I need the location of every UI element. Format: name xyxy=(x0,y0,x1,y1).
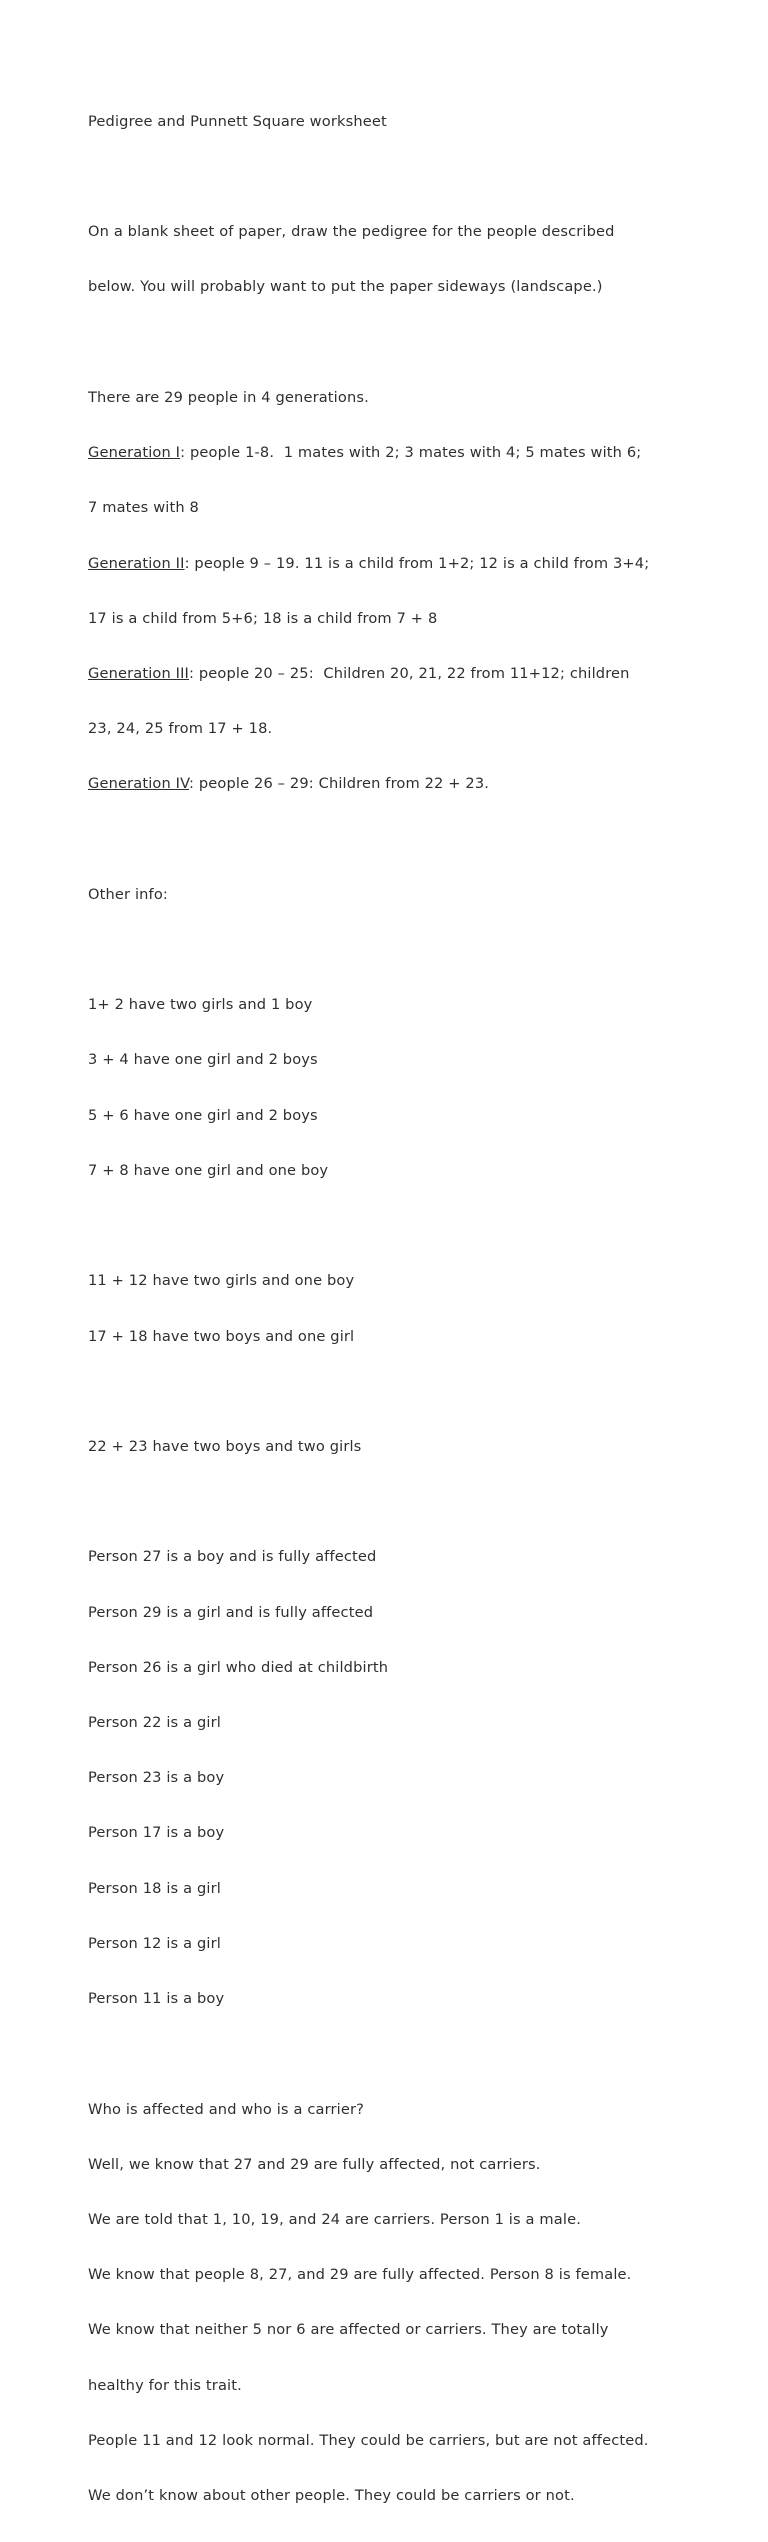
generation-3-text: : people 20 – 25: Children 20, 21, 22 from 11+12; children xyxy=(189,664,630,682)
carrier-analysis-line: We know that people 8, 27, and 29 are fully affected. Person 8 is female. xyxy=(88,2266,632,2284)
list-item: Person 27 is a boy and is fully affected xyxy=(88,1548,377,1566)
list-item: 22 + 23 have two boys and two girls xyxy=(88,1437,362,1455)
generation-3-continuation: 23, 24, 25 from 17 + 18. xyxy=(88,720,273,738)
list-item: Person 18 is a girl xyxy=(88,1879,221,1897)
worksheet-heading xyxy=(88,76,688,168)
carrier-analysis-line: We don’t know about other people. They could be carriers or not. xyxy=(88,2487,575,2505)
generations-count-line: There are 29 people in 4 generations. xyxy=(88,388,369,406)
generation-3-label: Generation III xyxy=(88,664,190,682)
generation-1-offspring-list xyxy=(88,959,688,1217)
list-item: Person 17 is a boy xyxy=(88,1824,225,1842)
list-item: Person 26 is a girl who died at childbirth xyxy=(88,1658,389,1676)
generation-3-line xyxy=(88,665,688,683)
generation-2-line xyxy=(88,555,688,573)
carrier-analysis-line: We are told that 1, 10, 19, and 24 are carriers. Person 1 is a male. xyxy=(88,2211,581,2228)
generation-2-continuation: 17 is a child from 5+6; 18 is a child from 7 + 8 xyxy=(88,609,438,627)
generation-2-offspring-list xyxy=(88,1236,688,1383)
generation-2-label: Generation II xyxy=(88,554,185,572)
carrier-question-line: Who is affected and who is a carrier? xyxy=(88,2100,364,2118)
list-item: Person 22 is a girl xyxy=(88,1714,221,1732)
carrier-analysis-line: Well, we know that 27 and 29 are fully affected, not carriers. xyxy=(88,2155,541,2173)
list-item: Person 12 is a girl xyxy=(88,1934,221,1952)
generations-paragraph xyxy=(88,352,688,831)
generation-1-text: : people 1-8. 1 mates with 2; 3 mates with 4; 5 mates with 6; xyxy=(180,444,642,462)
list-item: 11 + 12 have two girls and one boy xyxy=(88,1272,355,1290)
carrier-analysis-line: healthy for this trait. xyxy=(88,2376,242,2394)
instructions-paragraph xyxy=(88,186,688,333)
list-item: Person 23 is a boy xyxy=(88,1769,225,1787)
document-body xyxy=(88,76,688,2542)
list-item: Person 29 is a girl and is fully affected xyxy=(88,1603,374,1621)
list-item: 5 + 6 have one girl and 2 boys xyxy=(88,1106,318,1124)
list-item: Person 11 is a boy xyxy=(88,1990,225,2008)
list-item: 17 + 18 have two boys and one girl xyxy=(88,1327,355,1345)
other-info-heading-text: Other info: xyxy=(88,885,168,903)
instructions-line-1: On a blank sheet of paper, draw the pedigree for the people described xyxy=(88,223,615,241)
generation-1-continuation: 7 mates with 8 xyxy=(88,499,199,517)
generation-1-line xyxy=(88,444,688,462)
list-item: 1+ 2 have two girls and 1 boy xyxy=(88,996,313,1014)
carrier-analysis-paragraph xyxy=(88,2064,688,2542)
generation-4-label: Generation IV xyxy=(88,775,190,793)
list-item: 7 + 8 have one girl and one boy xyxy=(88,1161,329,1179)
generation-4-line xyxy=(88,775,688,793)
generation-2-text: : people 9 – 19. 11 is a child from 1+2; 12 is a child from 3+4; xyxy=(184,554,650,572)
carrier-analysis-line: We know that neither 5 nor 6 are affected or carriers. They are totally xyxy=(88,2321,609,2339)
generation-4-text: : people 26 – 29: Children from 22 + 23. xyxy=(189,775,490,793)
list-item: 3 + 4 have one girl and 2 boys xyxy=(88,1051,318,1069)
generation-3-offspring-list xyxy=(88,1401,688,1493)
instructions-line-2: below. You will probably want to put the paper sideways (landscape.) xyxy=(88,278,603,296)
person-facts-list xyxy=(88,1512,688,2046)
carrier-analysis-line: People 11 and 12 look normal. They could be carriers, but are not affected. xyxy=(88,2431,649,2449)
worksheet-title-text: Pedigree and Punnett Square worksheet xyxy=(88,112,387,130)
other-info-heading xyxy=(88,849,688,941)
generation-1-label: Generation I xyxy=(88,444,181,462)
